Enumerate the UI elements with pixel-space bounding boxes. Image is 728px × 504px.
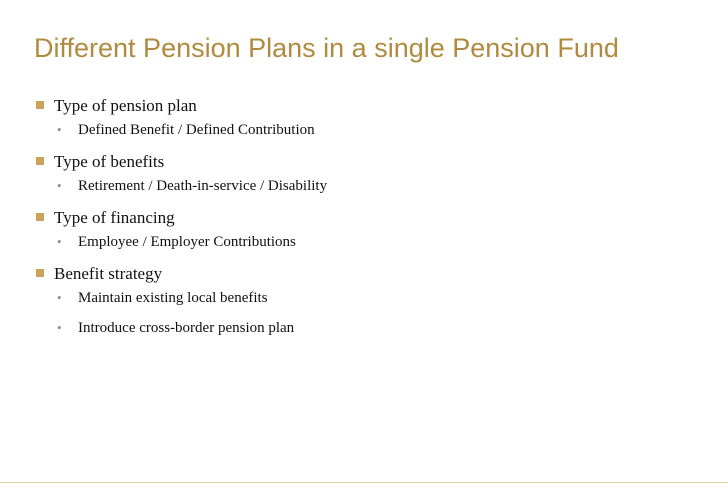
sub-list — [54, 176, 327, 196]
list-item — [36, 262, 327, 338]
sub-bullet-text: Introduce cross-border pension plan — [78, 320, 295, 336]
dot-bullet-icon: • — [57, 290, 62, 305]
square-bullet-icon — [36, 213, 44, 221]
bullet-text: Benefit strategy — [54, 264, 163, 283]
square-bullet-icon — [36, 101, 44, 109]
sub-list-item — [54, 288, 327, 308]
sub-bullet-text: Defined Benefit / Defined Contribution — [78, 122, 315, 138]
sub-list-item — [54, 318, 327, 338]
dot-bullet-icon: • — [57, 178, 62, 193]
bullet-text: Type of pension plan — [54, 96, 197, 115]
bullet-list — [36, 94, 327, 348]
list-item — [36, 206, 327, 252]
dot-bullet-icon: • — [57, 122, 62, 137]
sub-list — [54, 232, 327, 252]
square-bullet-icon — [36, 157, 44, 165]
slide-title: Different Pension Plans in a single Pension Fund — [34, 33, 619, 63]
square-bullet-icon — [36, 269, 44, 277]
dot-bullet-icon: • — [57, 320, 62, 335]
footer-divider — [0, 482, 728, 483]
sub-bullet-text: Maintain existing local benefits — [78, 290, 268, 306]
bullet-text: Type of benefits — [54, 152, 165, 171]
list-item — [36, 94, 327, 140]
sub-list-item — [54, 232, 327, 252]
bullet-text: Type of financing — [54, 208, 175, 227]
sub-list — [54, 288, 327, 338]
dot-bullet-icon: • — [57, 234, 62, 249]
sub-bullet-text: Employee / Employer Contributions — [78, 234, 296, 250]
sub-list-item — [54, 176, 327, 196]
sub-bullet-text: Retirement / Death-in-service / Disability — [78, 178, 328, 194]
sub-list — [54, 120, 327, 140]
sub-list-item — [54, 120, 327, 140]
list-item — [36, 150, 327, 196]
